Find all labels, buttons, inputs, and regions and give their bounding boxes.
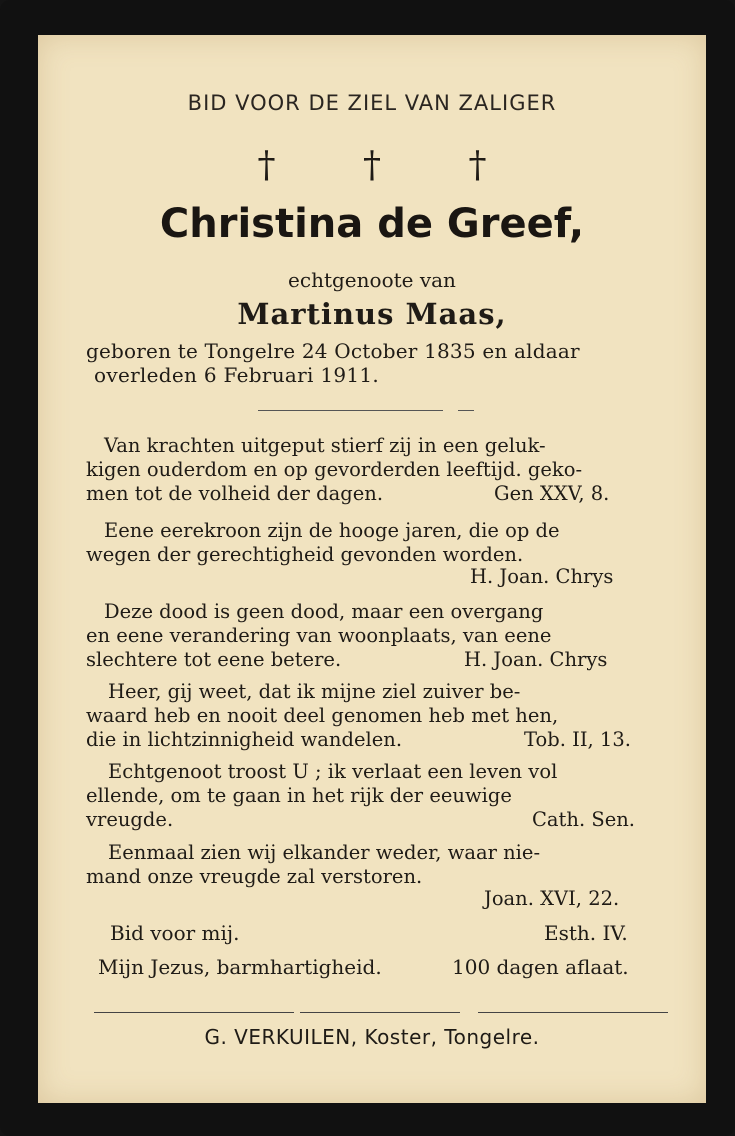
indulgence-note: 100 dagen aflaat. (452, 955, 629, 979)
verse-line: vreugde. (86, 808, 174, 831)
verse-reference: Gen XXV, 8. (494, 482, 610, 505)
card-header: BID VOOR DE ZIEL VAN ZALIGER (187, 91, 557, 115)
verse-line: slechtere tot eene betere. (86, 648, 342, 671)
verse-reference: H. Joan. Chrys (470, 565, 614, 588)
verse-line: ellende, om te gaan in het rijk der eeuwige (86, 784, 512, 807)
verse-line: kigen ouderdom en op gevorderden leeftijd. geko- (86, 458, 583, 481)
prayer-reference: Esth. IV. (544, 921, 628, 945)
spouse-name: Martinus Maas, (237, 297, 507, 331)
divider-line (258, 410, 443, 411)
footer-rule (478, 1012, 668, 1013)
cross-icon: † (257, 145, 276, 186)
verse-line: Eene eerekroon zijn de hooge jaren, die op de (104, 519, 560, 542)
verse-reference: Cath. Sen. (532, 808, 635, 831)
verse-reference: Tob. II, 13. (524, 728, 631, 751)
divider-dash (458, 410, 474, 411)
verse-reference: H. Joan. Chrys (464, 648, 608, 671)
deceased-name: Christina de Greef, (159, 201, 585, 247)
printer-imprint: G. VERKUILEN, Koster, Tongelre. (204, 1025, 540, 1049)
death-line: overleden 6 Februari 1911. (94, 363, 380, 387)
verse-line: en eene verandering van woonplaats, van eene (86, 624, 552, 647)
footer-rule (94, 1012, 294, 1013)
verse-line: Deze dood is geen dood, maar een overgang (104, 600, 544, 623)
cross-icon: † (363, 145, 381, 186)
memorial-card (38, 35, 706, 1103)
crosses-row (38, 145, 706, 186)
verse-line: Van krachten uitgeput stierf zij in een geluk- (104, 434, 546, 457)
verse-reference: Joan. XVI, 22. (484, 887, 620, 910)
verse-line: Eenmaal zien wij elkander weder, waar nie- (108, 841, 541, 864)
verse-line: men tot de volheid der dagen. (86, 482, 384, 505)
verse-line: Echtgenoot troost U ; ik verlaat een leven vol (108, 760, 558, 783)
verse-line: wegen der gerechtigheid gevonden worden. (86, 543, 524, 566)
verse-line: Heer, gij weet, dat ik mijne ziel zuiver be- (108, 680, 521, 703)
birth-line: geboren te Tongelre 24 October 1835 en aldaar (86, 339, 580, 363)
indulgence-prayer: Mijn Jezus, barmhartigheid. (98, 955, 382, 979)
cross-icon: † (468, 145, 487, 186)
footer-rule (300, 1012, 460, 1013)
verse-line: waard heb en nooit deel genomen heb met hen, (86, 704, 559, 727)
relation-text: echtgenoote van (288, 268, 456, 292)
verse-line: mand onze vreugde zal verstoren. (86, 865, 423, 888)
prayer-text: Bid voor mij. (110, 921, 240, 945)
verse-line: die in lichtzinnigheid wandelen. (86, 728, 403, 751)
